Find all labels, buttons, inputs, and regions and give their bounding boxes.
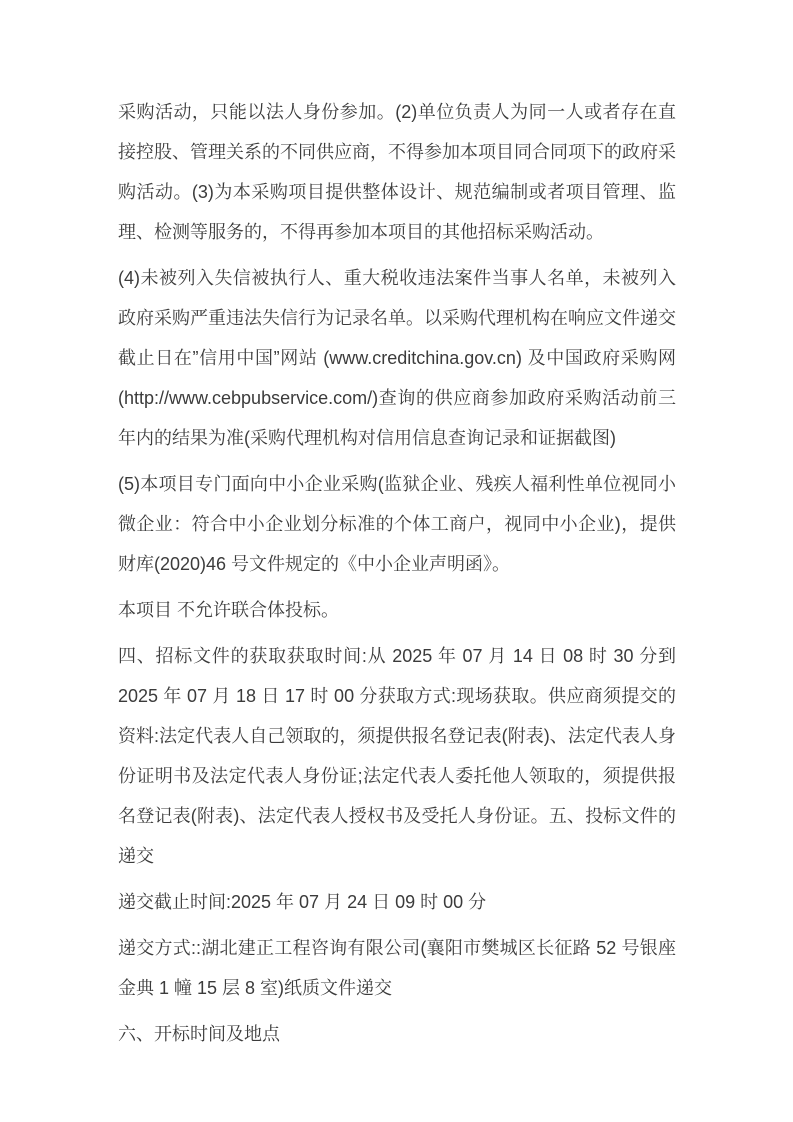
paragraph-submission-deadline: 递交截止时间:2025 年 07 月 24 日 09 时 00 分 xyxy=(118,892,487,912)
paragraph-submission-method: 递交方式::湖北建正工程咨询有限公司(襄阳市樊城区长征路 52 号银座金典 1 幢 15 层 8 室)纸质文件递交 xyxy=(118,938,676,998)
heading-bid-opening-time-location: 六、开标时间及地点 xyxy=(118,1024,280,1044)
paragraph-document-acquisition: 四、招标文件的获取获取时间:从 2025 年 07 月 14 日 08 时 30 分到 2025 年 07 月 18 日 17 时 00 分获取方式:现场获取。供应商须提交的资料:法定代表人自己领取的，须提供报名登记表(附表)、法定代表人身份证明书及法定代表人身份证;法定代表人委托他人领取的，须提供报名登记表(附表)、法定代表人授权书及受托人身份证。五、投标文件的递交 xyxy=(118,646,676,866)
paragraph-qualification-rules: 采购活动，只能以法人身份参加。(2)单位负责人为同一人或者存在直接控股、管理关系的不同供应商，不得参加本项目同合同项下的政府采购活动。(3)为本采购项目提供整体设计、规范编制或者项目管理、监理、检测等服务的，不得再参加本项目的其他招标采购活动。 xyxy=(118,102,676,242)
paragraph-consortium-bidding-rule: 本项目 不允许联合体投标。 xyxy=(118,600,339,620)
paragraph-credit-record-requirements: (4)未被列入失信被执行人、重大税收违法案件当事人名单，未被列入政府采购严重违法失信行为记录名单。以采购代理机构在响应文件递交截止日在”信用中国”网站 (www.creditchina.gov.cn) 及中国政府采购网(http://www.cebpubservice.com/)查询的供应商参加政府采购活动前三年内的结果为准(采购代理机构对信用信息查询记录和证据截图) xyxy=(118,268,676,448)
paragraph-sme-procurement: (5)本项目专门面向中小企业采购(监狱企业、残疾人福利性单位视同小微企业：符合中小企业划分标准的个体工商户，视同中小企业)，提供财库(2020)46 号文件规定的《中小企业声明函》。 xyxy=(118,474,676,574)
